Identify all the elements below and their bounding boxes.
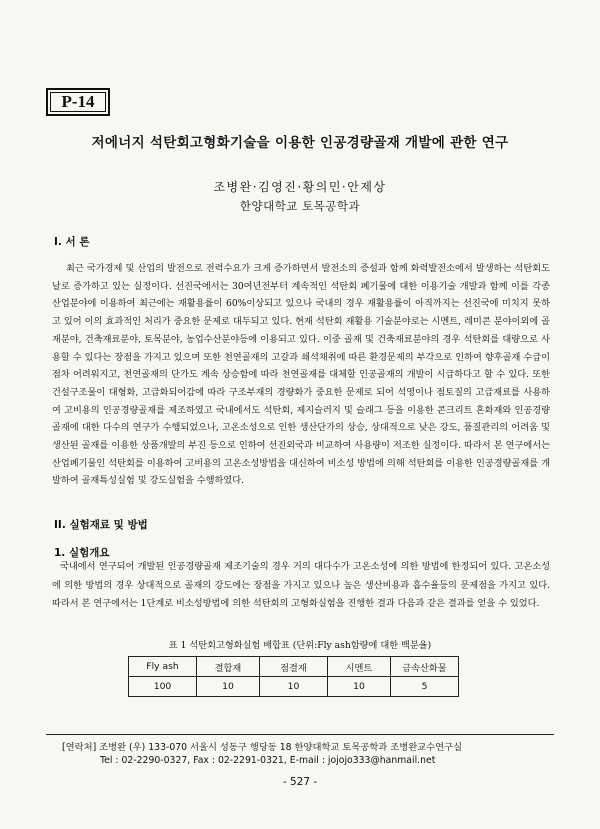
table-header-cell: 시멘트 xyxy=(328,657,391,677)
paper-affiliation: 한양대학교 토목공학과 xyxy=(239,199,361,213)
table-header-cell: 점결재 xyxy=(260,657,328,677)
footer-phone: Tel : 02-2290-0327, Fax : 02-2291-0321, E-mail : jojojo333@hanmail.net xyxy=(100,755,436,766)
page-number: - 527 - xyxy=(282,776,318,788)
footer-divider xyxy=(46,734,554,735)
table-header-cell: 금속산화물 xyxy=(391,657,459,677)
table-cell: 10 xyxy=(260,677,328,697)
footer-contact: [연락처] 조병완 (우) 133-070 서울시 성동구 행당동 18 한양대학교 토목공학과 조병완교수연구실 xyxy=(62,742,463,753)
intro-heading: I. 서 론 xyxy=(54,236,90,248)
table-header-cell: 결합재 xyxy=(197,657,260,677)
table-cell: 10 xyxy=(328,677,391,697)
method-paragraph: 국내에서 연구되어 개발된 인공경량골재 제조기술의 경우 거의 대다수가 고온소성에 의한 방법에 한정되어 있다. 고온소성에 의한 방법의 경우 상대적으로 골재의 강도에는 장점을 가지고 있으나 높은 생산비용과 흡수율등의 문제점을 가지고 있다. 따라서 본 연구에서는 1단계로 비소성방법에 의한 석탄회의 고형화실험을 진행한 결과 다음과 같은 결과를 얻을 수 있었다. xyxy=(52,561,550,609)
table-cell: 100 xyxy=(129,677,197,697)
paper-authors: 조병완·김영진·황의민·안제상 xyxy=(213,180,387,194)
table-header-cell: Fly ash xyxy=(129,657,197,677)
intro-paragraph: 최근 국가경제 및 산업의 발전으로 전력수요가 크게 증가하면서 발전소의 증설과 함께 화력발전소에서 발생하는 석탄회도 날로 증가하고 있는 실정이다. 선진국에서는 30여년전부터 계속적인 석탄회 폐기물에 대한 이용기술 개발과 함께 이를 각종산업분야에 이용하여 최근에는 재활용률이 60%이상되고 있으나 국내의 경우 재활용률이 아직까지는 선진국에 미치지 못하고 있어 이의 효과적인 처리가 중요한 문제로 대두되고 있다. 현재 석탄회 재활용 기술분야로는 시멘트, 레미콘 분야이외에 골재분야, 건축재료분야, 토목분야, 농업수산분야등에 이용되고 있다. 이중 골재 및 건축재료분야의 경우 석탄회를 대량으로 사용할 수 있다는 장점을 가지고 있으며 또한 천연골재의 고갈과 쇄석채취에 따른 환경문제의 부각으로 인하여 향후골재 수급이 점차 어려워지고, 천연골재의 단가도 계속 상승함에 따라 천연골재를 대체할 인공골재의 개발이 시급하다고 할 수 있다. 또한 건설구조물이 대형화, 고급화되어감에 따라 구조부재의 경량화가 중요한 문제로 되어 석영이나 점토질의 고급재료를 사용하여 고비용의 인공경량골재를 제조하였고 국내에서도 석탄회, 제지슬러지 및 슬래그 등을 이용한 콘크리트 혼화재와 인공경량 골재에 대한 다수의 연구가 수행되었으나, 고온소성으로 인한 생산단가의 상승, 상대적으로 낮은 강도, 품질관리의 어려움 및 생산된 골재를 이용한 상품개발의 부진 등으로 인하여 선진외국과 비교하여 사용량이 저조한 실정이다. 따라서 본 연구에서는 산업폐기물인 석탄회를 이용하여 고비용의 고온소성방법을 대신하여 비소성 방법에 의해 석탄회를 이용한 인공경량골재를 개발하여 골재특성실험 및 강도실험을 수행하였다. xyxy=(52,263,550,487)
method-heading: II. 실험재료 및 방법 xyxy=(54,519,148,531)
table-header-row xyxy=(129,657,459,677)
table-cell: 5 xyxy=(391,677,459,697)
paper-id-box: P-14 xyxy=(46,88,110,116)
table-cell: 10 xyxy=(197,677,260,697)
mix-table xyxy=(128,656,459,697)
table-caption: 표 1 석탄회고형화실험 배합표 (단위:Fly ash함량에 대한 백분율) xyxy=(168,640,432,651)
paper-title: 저에너지 석탄회고형화기술을 이용한 인공경량골재 개발에 관한 연구 xyxy=(91,135,509,151)
subsection-heading: 1. 실험개요 xyxy=(54,547,110,559)
table-row xyxy=(129,677,459,697)
